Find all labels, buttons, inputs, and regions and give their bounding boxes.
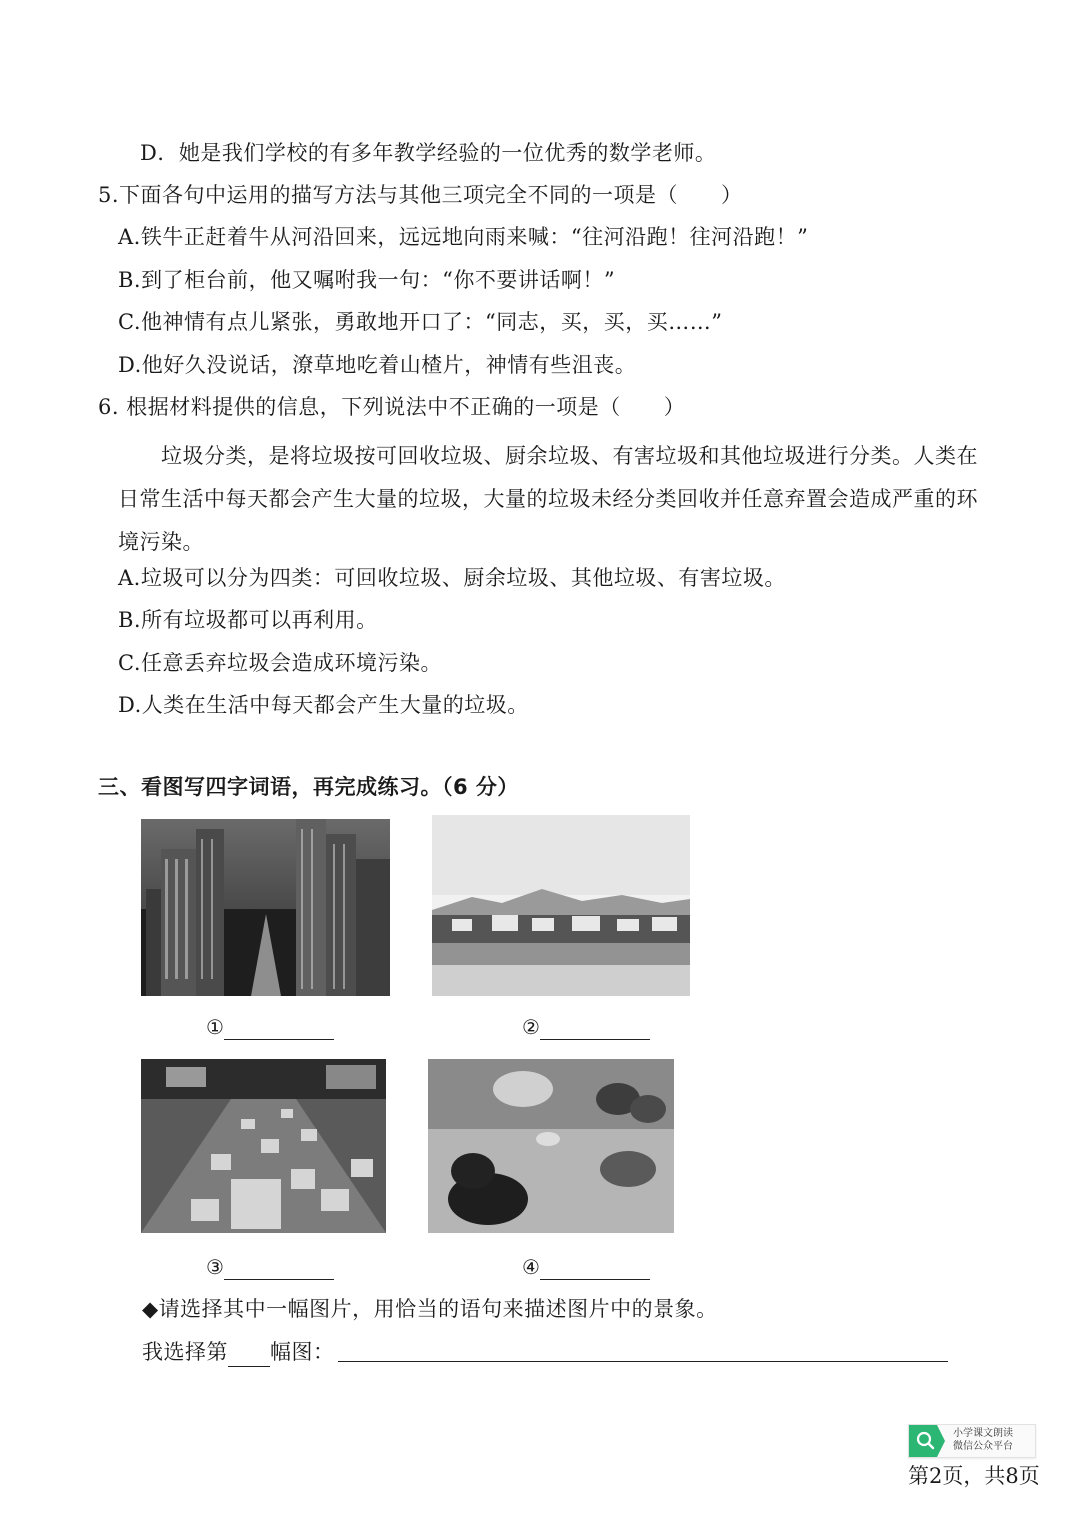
question-5: 5.下面各句中运用的描写方法与其他三项完全不同的一项是（ ）	[98, 183, 743, 207]
q5-option-b: B.到了柜台前，他又嘱咐我一句：“你不要讲话啊！”	[118, 268, 616, 292]
dog-chickens-image	[428, 1059, 674, 1233]
blank-1-line[interactable]	[224, 1019, 334, 1040]
choose-prefix: 我选择第	[142, 1340, 228, 1364]
traffic-jam-image	[141, 1059, 386, 1233]
blank-4-line[interactable]	[540, 1259, 650, 1280]
blank-4-number: ④	[522, 1255, 540, 1279]
search-icon	[909, 1425, 945, 1457]
city-night-image	[141, 819, 390, 996]
q6-option-a: A.垃圾可以分为四类：可回收垃圾、厨余垃圾、其他垃圾、有害垃圾。	[118, 566, 786, 590]
choose-line	[142, 1337, 335, 1367]
q6-option-c: C.任意丢弃垃圾会造成环境污染。	[118, 651, 442, 675]
blank-4[interactable]	[522, 1254, 650, 1280]
q6-option-d: D.人类在生活中每天都会产生大量的垃圾。	[118, 693, 529, 717]
page-number: 第2页，共8页	[908, 1464, 1040, 1488]
blank-2-number: ②	[522, 1015, 540, 1039]
blank-3-number: ③	[206, 1255, 224, 1279]
q5-option-d: D.他好久没说话，潦草地吃着山楂片，神情有些沮丧。	[118, 353, 637, 377]
q6-passage: 垃圾分类，是将垃圾按可回收垃圾、厨余垃圾、有害垃圾和其他垃圾进行分类。人类在日常生活中每天都会产生大量的垃圾，大量的垃圾未经分类回收并任意弃置会造成严重的环境污染。	[118, 444, 978, 554]
task-instruction: ◆请选择其中一幅图片，用恰当的语句来描述图片中的景象。	[142, 1297, 718, 1321]
blank-1-number: ①	[206, 1015, 224, 1039]
badge-line-2: 微信公众平台	[953, 1441, 1013, 1452]
description-answer-line[interactable]	[338, 1361, 948, 1362]
blank-3-line[interactable]	[224, 1259, 334, 1280]
q5-option-c: C.他神情有点儿紧张，勇敢地开口了：“同志，买，买，买……”	[118, 310, 723, 334]
q5-option-a: A.铁牛正赶着牛从河沿回来，远远地向雨来喊：“往河沿跑！往河沿跑！”	[118, 225, 809, 249]
village-lake-image	[432, 815, 690, 996]
question-6: 6. 根据材料提供的信息，下列说法中不正确的一项是（ ）	[98, 395, 686, 419]
blank-2-line[interactable]	[540, 1019, 650, 1040]
image-number-blank[interactable]	[228, 1344, 270, 1367]
badge-line-1: 小学课文朗读	[953, 1428, 1013, 1439]
badge-text	[953, 1427, 1013, 1453]
choose-suffix: 幅图：	[270, 1340, 335, 1364]
section-3-title: 三、看图写四字词语，再完成练习。（6 分）	[98, 775, 519, 799]
blank-2[interactable]	[522, 1014, 650, 1040]
blank-1[interactable]	[206, 1014, 334, 1040]
blank-3[interactable]	[206, 1254, 334, 1280]
q6-option-b: B.所有垃圾都可以再利用。	[118, 608, 378, 632]
q4-option-d: D．她是我们学校的有多年教学经验的一位优秀的数学老师。	[140, 141, 717, 165]
wechat-badge	[908, 1424, 1036, 1458]
